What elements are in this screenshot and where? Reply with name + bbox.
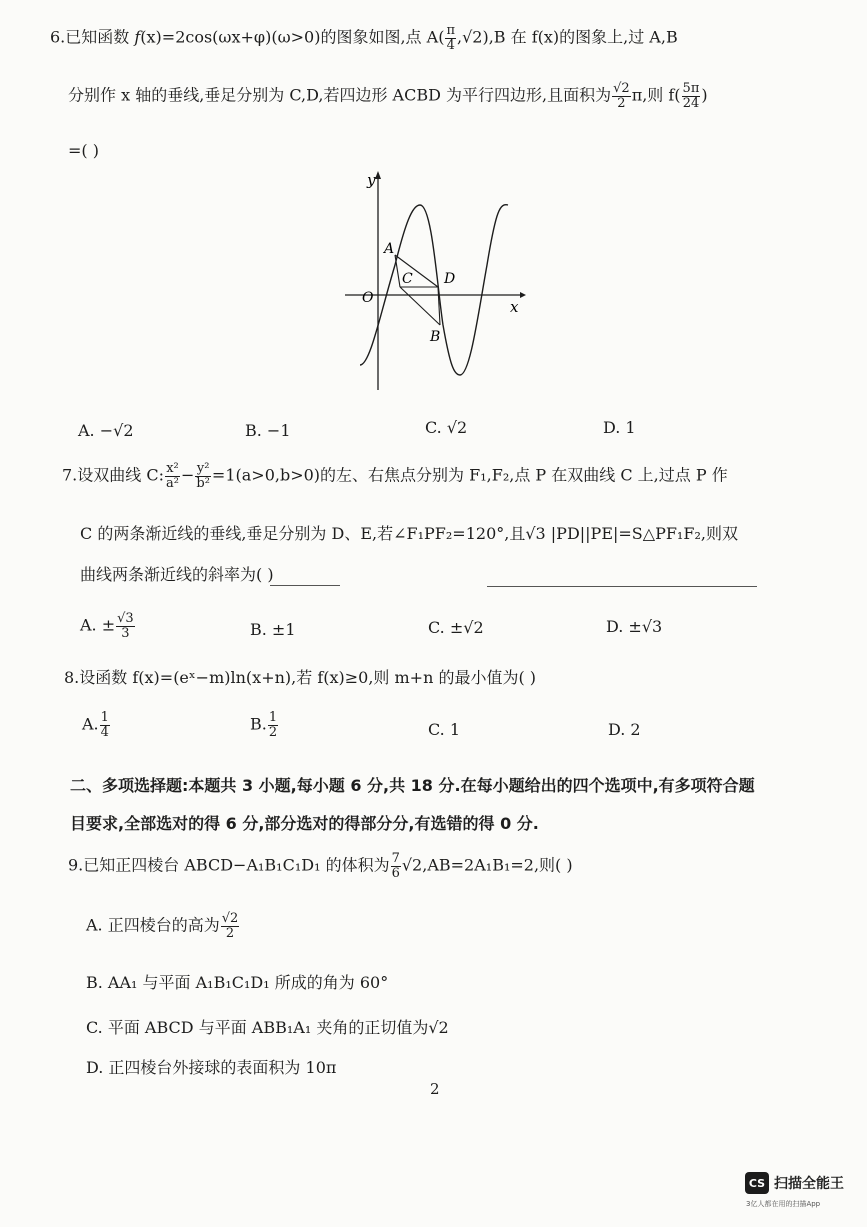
label-B: B <box>430 329 441 345</box>
q7-option-a <box>80 612 136 640</box>
q8-option-d: D. 2 <box>608 720 641 739</box>
q6-arg-fraction <box>682 82 701 110</box>
section2-heading-line2: 目要求,全部选对的得 6 分,部分选对的得部分分,有选错的得 0 分. <box>70 814 539 833</box>
q6-line2 <box>68 82 708 110</box>
frac-num: 1 <box>268 710 278 725</box>
q9-text: √2,AB=2A₁B₁=2,则( ) <box>401 855 573 875</box>
q7-option-d: D. ±√3 <box>606 617 663 636</box>
q6-text: ) <box>701 85 708 105</box>
q6-option-d: D. 1 <box>603 418 636 437</box>
scanner-badge-subtitle: 3亿人都在用的扫描App <box>746 1200 821 1208</box>
option-label: B. <box>250 714 267 734</box>
frac-num: y² <box>196 461 210 476</box>
q6-point-fraction <box>445 24 456 52</box>
q6-text: 分别作 x 轴的垂线,垂足分别为 C,D,若四边形 ACBD 为平行四边形,且面积为 <box>68 85 612 105</box>
q6-area-fraction <box>612 82 631 110</box>
q6-text: ,√2),B 在 f(x)的图象上,过 A,B <box>456 27 678 47</box>
option-label: A. ± <box>80 615 116 635</box>
q6-text: 6.已知函数 <box>50 27 135 47</box>
frac-num: π <box>446 23 455 38</box>
q9-option-a <box>86 912 240 940</box>
frac-den: a² <box>166 475 179 491</box>
q8-option-c: C. 1 <box>428 720 461 739</box>
label-C: C <box>402 271 413 287</box>
frac-den: 2 <box>268 724 278 740</box>
frac-den: 2 <box>225 925 235 941</box>
q7-option-b: B. ±1 <box>250 620 296 639</box>
frac-den: b² <box>196 475 210 491</box>
blank-line <box>270 585 340 586</box>
q6-line3: =( ) <box>68 141 99 160</box>
q7-line1 <box>62 462 728 490</box>
q9-optA-fraction <box>221 912 240 940</box>
label-O: O <box>362 290 374 306</box>
q7-y-fraction <box>195 462 211 490</box>
y-axis-arrow <box>375 171 381 179</box>
q7-option-c: C. ±√2 <box>428 618 484 637</box>
q9-option-b: B. AA₁ 与平面 A₁B₁C₁D₁ 所成的角为 60° <box>86 973 389 992</box>
q7-line3: 曲线两条渐近线的斜率为( ) <box>80 565 274 584</box>
frac-den: 4 <box>446 37 455 53</box>
q9-text: 9.已知正四棱台 ABCD−A₁B₁C₁D₁ 的体积为 <box>68 855 390 875</box>
frac-den: 4 <box>100 724 109 740</box>
q8-optA-fraction <box>100 711 110 739</box>
frac-den: 6 <box>391 865 400 881</box>
frac-num: √3 <box>117 611 134 626</box>
q9-line1 <box>68 852 573 880</box>
frac-num: 7 <box>391 851 400 866</box>
q7-minus: − <box>180 465 195 485</box>
q7-text: 7.设双曲线 C: <box>62 465 164 485</box>
q8-line1: 8.设函数 f(x)=(eˣ−m)ln(x+n),若 f(x)≥0,则 m+n 的最小值为( ) <box>64 668 537 687</box>
q6-option-c: C. √2 <box>425 418 468 437</box>
q6-option-a: A. −√2 <box>78 421 134 440</box>
scanner-badge-title: 扫描全能王 <box>774 1176 844 1192</box>
q6-option-b: B. −1 <box>245 421 291 440</box>
label-y: y <box>367 171 376 189</box>
frac-num: 1 <box>100 710 109 725</box>
q7-x-fraction <box>165 462 180 490</box>
q6-text: (x)=2cos(ωx+φ)(ω>0)的图象如图,点 A( <box>140 27 445 47</box>
q7-line2: C 的两条渐近线的垂线,垂足分别为 D、E,若∠F₁PF₂=120°,且√3 |PD||PE|=S△PF₁F₂,则双 <box>80 524 738 543</box>
q8-option-b <box>250 711 279 739</box>
frac-den: 24 <box>682 95 700 111</box>
cosine-curve <box>360 205 508 375</box>
camscanner-logo-icon: CS <box>745 1172 769 1194</box>
frac-num: x² <box>166 461 179 476</box>
frac-den: 3 <box>121 625 130 641</box>
q7-text: =1(a>0,b>0)的左、右焦点分别为 F₁,F₂,点 P 在双曲线 C 上,过点 P 作 <box>211 465 728 485</box>
label-A: A <box>384 241 395 257</box>
q8-option-a <box>82 711 111 739</box>
q9-volume-fraction <box>391 852 401 880</box>
segment-AC <box>395 255 400 287</box>
frac-num: √2 <box>221 911 239 926</box>
page-number: 2 <box>430 1080 440 1098</box>
option-label: A. <box>82 714 99 734</box>
frac-den: 2 <box>617 95 626 111</box>
q6-line1 <box>50 24 678 52</box>
frac-num: √2 <box>613 81 630 96</box>
label-D: D <box>444 271 456 287</box>
segment-CB <box>400 287 440 325</box>
blank-line <box>487 586 757 587</box>
q7-optA-fraction <box>116 612 135 640</box>
frac-num: 5π <box>682 81 700 96</box>
q6-f: f <box>134 27 141 47</box>
q8-optB-fraction <box>268 711 278 739</box>
q9-option-c: C. 平面 ABCD 与平面 ABB₁A₁ 夹角的正切值为√2 <box>86 1018 449 1037</box>
q9-option-d: D. 正四棱台外接球的表面积为 10π <box>86 1058 337 1077</box>
q6-text: π,则 f( <box>631 85 681 105</box>
scanner-badge <box>745 1172 844 1194</box>
q6-cosine-graph <box>340 165 530 395</box>
x-axis-arrow <box>520 292 526 298</box>
option-label: A. 正四棱台的高为 <box>86 915 220 935</box>
label-x: x <box>510 298 519 316</box>
section2-heading-line1: 二、多项选择题:本题共 3 小题,每小题 6 分,共 18 分.在每小题给出的四个选项中,有多项符合题 <box>70 776 755 795</box>
